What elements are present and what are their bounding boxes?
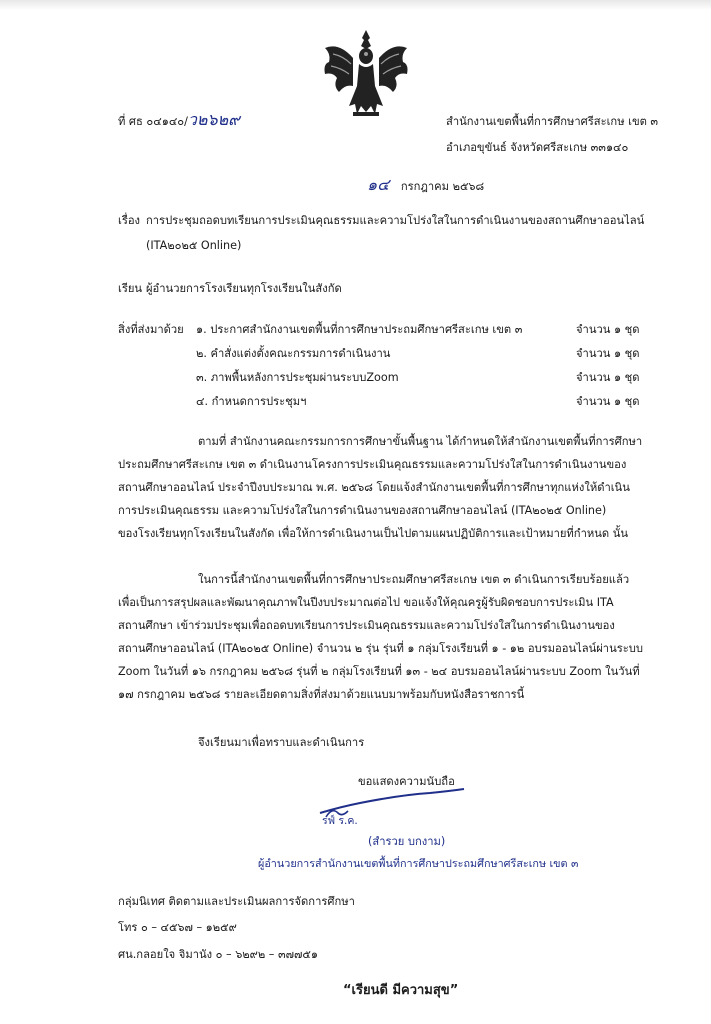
reference-number <box>118 108 240 133</box>
signatory-position: ผู้อำนวยการสำนักงานเขตพื้นที่การศึกษาประถมศึกษาศรีสะเกษ เขต ๓ <box>258 857 579 870</box>
paragraph-line: ในการนี้สำนักงานเขตพื้นที่การศึกษาประถมศึกษาศรีสะเกษ เขต ๓ ดำเนินการเรียบร้อยแล้ว <box>198 573 630 586</box>
subject-line-1: การประชุมถอดบทเรียนการประเมินคุณธรรมและความโปร่งใสในการดำเนินงานของสถานศึกษาออนไลน์ <box>146 214 645 227</box>
paragraph-line: สถานศึกษา เข้าร่วมประชุมเพื่อถอดบทเรียนการประเมินคุณธรรมและความโปร่งใสในการดำเนินงานของ <box>118 619 615 632</box>
reference-prefix: ที่ ศธ ๐๔๑๔๐/ <box>118 115 188 128</box>
paragraph-line: สถานศึกษาออนไลน์ (ITA๒๐๒๕ Online) จำนวน ๒ รุ่น รุ่นที่ ๑ กลุ่มโรงเรียนที่ ๑ - ๑๒ อบรมออนไลน์ผ่านระบบ <box>118 642 643 655</box>
footer-phone: โทร ๐ – ๔๕๖๗ – ๑๒๕๙ <box>118 921 237 934</box>
subject-line-2: (ITA๒๐๒๕ Online) <box>146 239 242 252</box>
enclosures-label: สิ่งที่ส่งมาด้วย <box>118 323 184 336</box>
paragraph-line: ๑๗ กรกฎาคม ๒๕๖๘ รายละเอียดตามสิ่งที่ส่งมาด้วยแนบมาพร้อมกับหนังสือราชการนี้ <box>118 688 525 701</box>
paragraph-line: Zoom ในวันที่ ๑๖ กรกฎาคม ๒๕๖๘ รุ่นที่ ๒ กลุ่มโรงเรียนที่ ๑๓ - ๒๔ อบรมออนไลน์ผ่านระบบ Zoom ในวันที่ <box>118 665 640 678</box>
footer-motto: “เรียนดี มีความสุข” <box>343 983 459 998</box>
reference-handwritten-number: ว๒๖๒๙ <box>187 110 240 129</box>
to-label: เรียน <box>118 282 143 295</box>
enclosure-qty: จำนวน ๑ ชุด <box>576 371 640 384</box>
paragraph-line: สถานศึกษาออนไลน์ ประจำปีงบประมาณ พ.ศ. ๒๕๖๘ โดยแจ้งสำนักงานเขตพื้นที่การศึกษาทุกแห่งให้ดำเนิน <box>118 481 630 494</box>
enclosure-qty: จำนวน ๑ ชุด <box>576 395 640 408</box>
paragraph-line: การประเมินคุณธรรม และความโปร่งใสในการดำเนินงานของสถานศึกษาออนไลน์ (ITA๒๐๒๕ Online) <box>118 504 607 517</box>
body-paragraph-3: จึงเรียนมาเพื่อทราบและดำเนินการ <box>198 736 365 749</box>
subject-label: เรื่อง <box>118 214 141 227</box>
date-day-handwritten: ๑๔ <box>367 175 390 194</box>
footer-contact: ศน.กลอยใจ จิมานัง ๐ – ๖๒๙๒ – ๓๗๗๕๑ <box>118 948 318 961</box>
scan-edge <box>0 0 711 10</box>
to-recipient: ผู้อำนวยการโรงเรียนทุกโรงเรียนในสังกัด <box>146 282 342 295</box>
enclosure-item: ๔. กำหนดการประชุมฯ <box>196 395 307 408</box>
letter-date <box>367 173 484 198</box>
body-paragraph-2 <box>118 568 658 706</box>
body-paragraph-1 <box>118 430 658 545</box>
enclosure-item: ๑. ประกาศสำนักงานเขตพื้นที่การศึกษาประถมศึกษาศรีสะเกษ เขต ๓ <box>196 323 523 336</box>
enclosure-qty: จำนวน ๑ ชุด <box>576 347 640 360</box>
signature-initials: รฟ์ ร.ค. <box>322 815 358 827</box>
paragraph-line: เพื่อเป็นการสรุปผลและพัฒนาคุณภาพในปีงบประมาณต่อไป ขอแจ้งให้คุณครูผู้รับผิดชอบการประเมิน ITA <box>118 596 614 609</box>
paragraph-line: ของโรงเรียนทุกโรงเรียนในสังกัด เพื่อให้การดำเนินงานเป็นไปตามแผนปฏิบัติการและเป้าหมายที่กำหนด นั้น <box>118 527 629 540</box>
garuda-emblem <box>323 28 409 122</box>
paragraph-line: ตามที่ สำนักงานคณะกรรมการการศึกษาขั้นพื้นฐาน ได้กำหนดให้สำนักงานเขตพื้นที่การศึกษา <box>198 435 643 448</box>
paragraph-line: ประถมศึกษาศรีสะเกษ เขต ๓ ดำเนินงานโครงการประเมินคุณธรรมและความโปร่งใสในการดำเนินงานของ <box>118 458 627 471</box>
office-name: สำนักงานเขตพื้นที่การศึกษาศรีสะเกษ เขต ๓ <box>446 115 659 128</box>
date-month-year: กรกฎาคม ๒๕๖๘ <box>400 180 485 193</box>
closing-salutation: ขอแสดงความนับถือ <box>358 775 455 788</box>
footer-unit: กลุ่มนิเทศ ติดตามและประเมินผลการจัดการศึกษา <box>118 895 355 908</box>
enclosure-qty: จำนวน ๑ ชุด <box>576 323 640 336</box>
signatory-name: (สำรวย บกงาม) <box>368 835 446 848</box>
office-address: อำเภอขุขันธ์ จังหวัดศรีสะเกษ ๓๓๑๔๐ <box>446 141 629 154</box>
enclosure-item: ๒. คำสั่งแต่งตั้งคณะกรรมการดำเนินงาน <box>196 347 391 360</box>
enclosure-item: ๓. ภาพพื้นหลังการประชุมผ่านระบบZoom <box>196 371 399 384</box>
